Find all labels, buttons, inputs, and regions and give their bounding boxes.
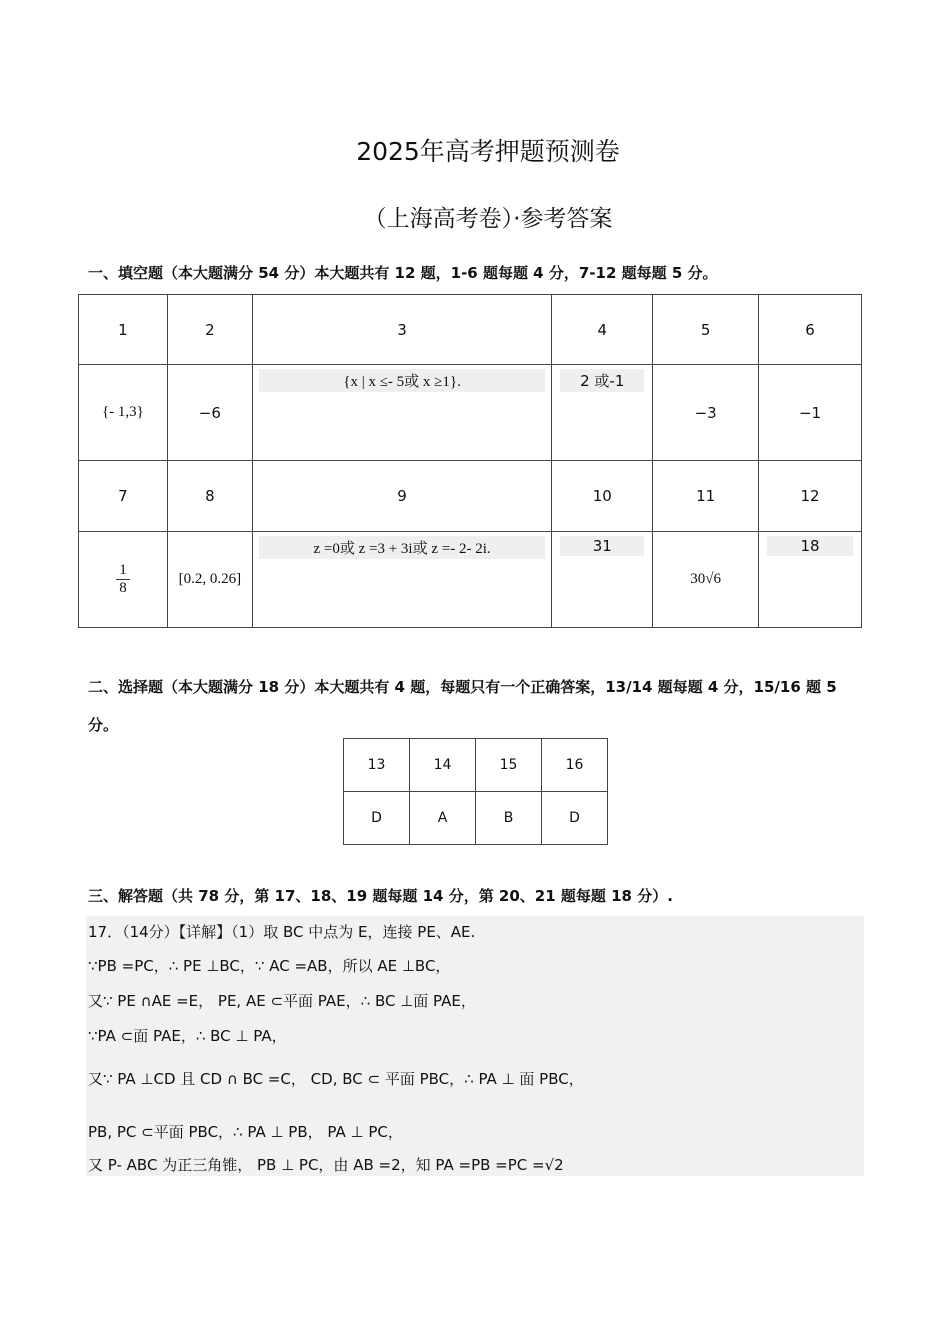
solution-line: ∵PB =PC，∴ PE ⊥BC，∵ AC =AB，所以 AE ⊥BC， <box>88 957 451 975</box>
answer-10-cell <box>552 532 653 628</box>
page-title: 2025年高考押题预测卷 <box>356 137 620 166</box>
numerator: 1 <box>116 562 130 580</box>
fill-in-answer-table <box>78 294 862 628</box>
question-number: 6 <box>759 295 862 365</box>
answer-7 <box>79 532 168 628</box>
solution-17-block <box>86 916 864 1176</box>
question-number: 1 <box>79 295 168 365</box>
choice-answer: D <box>344 792 410 845</box>
answer-10: 31 <box>560 536 644 556</box>
answer-8: [0.2, 0.26] <box>167 532 252 628</box>
choice-answer: B <box>476 792 542 845</box>
solution-line: 17．（14分）【详解】（1）取 BC 中点为 E，连接 PE、AE. <box>88 923 476 941</box>
answer-9: z =0或 z =3 + 3i或 z =- 2- 2i. <box>259 536 546 559</box>
question-number: 2 <box>167 295 252 365</box>
choice-answer: D <box>542 792 608 845</box>
table-row <box>79 365 862 461</box>
question-number: 14 <box>410 739 476 792</box>
question-number: 5 <box>653 295 759 365</box>
solution-line: 又∵ PA ⊥CD 且 CD ∩ BC =C， CD, BC ⊂ 平面 PBC，∴ PA ⊥ 面 PBC， <box>88 1070 584 1088</box>
denominator: 8 <box>119 580 127 596</box>
question-number: 8 <box>167 461 252 532</box>
question-number: 3 <box>252 295 552 365</box>
table-row <box>344 739 608 792</box>
question-number: 13 <box>344 739 410 792</box>
answer-4: 2 或-1 <box>560 369 644 392</box>
solution-line: ∵PA ⊂面 PAE，∴ BC ⊥ PA， <box>88 1027 287 1045</box>
section-2-heading: 二、选择题（本大题满分 18 分）本大题共有 4 题，每题只有一个正确答案，13/14 题每题 4 分，15/16 题 5 分。 <box>88 678 837 734</box>
question-number: 11 <box>653 461 759 532</box>
answer-3: {x | x ≤- 5或 x ≥1}. <box>259 369 546 392</box>
fraction <box>116 562 130 597</box>
answer-2: −6 <box>167 365 252 461</box>
question-number: 12 <box>759 461 862 532</box>
question-number: 9 <box>252 461 552 532</box>
answer-9-cell <box>252 532 552 628</box>
answer-6: −1 <box>759 365 862 461</box>
section-1-heading: 一、填空题（本大题满分 54 分）本大题共有 12 题，1-6 题每题 4 分，7-12 题每题 5 分。 <box>88 264 718 282</box>
multiple-choice-table <box>343 738 608 845</box>
answer-4-cell <box>552 365 653 461</box>
table-row <box>79 461 862 532</box>
page-subtitle: （上海高考卷）·参考答案 <box>363 206 613 232</box>
answer-12-cell <box>759 532 862 628</box>
solution-line: 又∵ PE ∩AE =E， PE, AE ⊂平面 PAE，∴ BC ⊥面 PAE， <box>88 992 476 1010</box>
solution-line: PB, PC ⊂平面 PBC，∴ PA ⊥ PB， PA ⊥ PC， <box>88 1123 403 1141</box>
question-number: 7 <box>79 461 168 532</box>
answer-12: 18 <box>767 536 853 556</box>
question-number: 16 <box>542 739 608 792</box>
choice-answer: A <box>410 792 476 845</box>
answer-3-cell <box>252 365 552 461</box>
answer-1: {- 1,3} <box>79 365 168 461</box>
question-number: 4 <box>552 295 653 365</box>
table-row <box>79 295 862 365</box>
answer-5: −3 <box>653 365 759 461</box>
answer-11: 30√6 <box>653 532 759 628</box>
solution-line: 又 P- ABC 为正三角锥， PB ⊥ PC，由 AB =2，知 PA =PB =PC =√2 <box>88 1156 564 1174</box>
question-number: 15 <box>476 739 542 792</box>
section-3-heading: 三、解答题（共 78 分，第 17、18、19 题每题 14 分，第 20、21 题每题 18 分）. <box>88 887 673 905</box>
table-row <box>79 532 862 628</box>
question-number: 10 <box>552 461 653 532</box>
table-row <box>344 792 608 845</box>
